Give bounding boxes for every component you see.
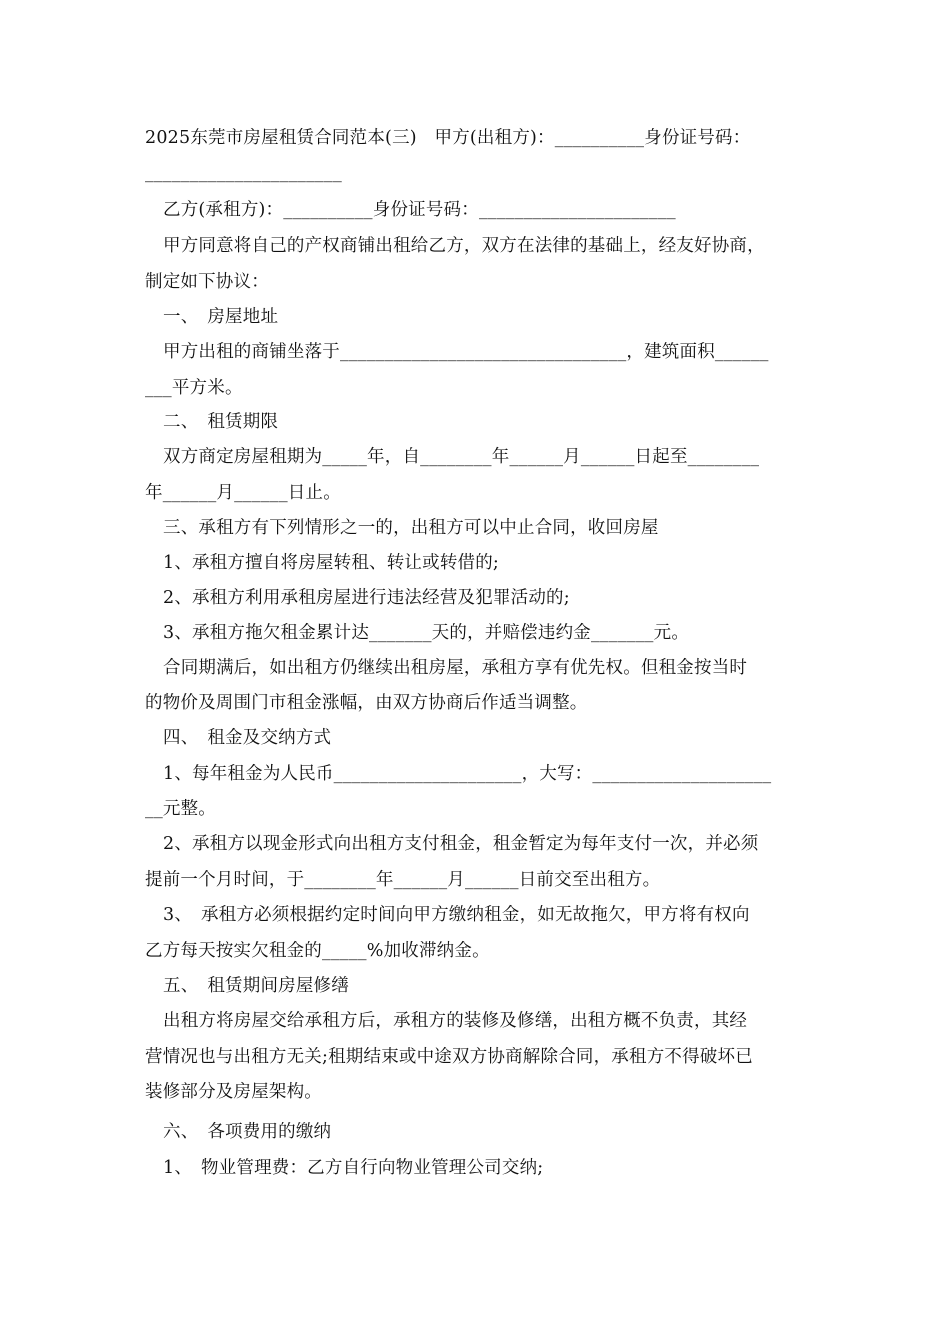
paragraph-line: 装修部分及房屋架构。: [145, 1082, 322, 1102]
section-heading-2: 二、 租赁期限: [163, 412, 279, 432]
paragraph-line: 的物价及周围门市租金涨幅，由双方协商后作适当调整。: [145, 693, 588, 713]
list-item: 2、承租方利用承租房屋进行违法经营及犯罪活动的;: [163, 588, 570, 608]
list-item: 3、承租方拖欠租金累计达_______天的，并赔偿违约金_______元。: [163, 623, 690, 643]
paragraph-line: ___平方米。: [145, 378, 243, 398]
paragraph-line: 年______月______日止。: [145, 483, 341, 503]
paragraph-line: 制定如下协议：: [145, 272, 269, 292]
list-item: 1、 物业管理费：乙方自行向物业管理公司交纳;: [163, 1158, 544, 1178]
paragraph-line: __元整。: [145, 799, 216, 819]
title-line: 2025东莞市房屋租赁合同范本(三) 甲方(出租方)：__________身份证号码：: [145, 128, 751, 148]
paragraph-line: 双方商定房屋租期为_____年，自________年______月______日起至________: [163, 447, 760, 467]
list-item: 2、承租方以现金形式向出租方支付租金，租金暂定为每年支付一次，并必须: [163, 834, 759, 854]
party-b-line: 乙方(承租方)：__________身份证号码：______________________: [163, 200, 676, 220]
party-a-id-blank: ______________________: [145, 163, 342, 183]
paragraph-line: 甲方出租的商铺坐落于________________________________，建筑面积______: [163, 342, 769, 362]
list-item: 1、每年租金为人民币_____________________，大写：____________________: [163, 764, 772, 784]
section-heading-5: 五、 租赁期间房屋修缮: [163, 976, 349, 996]
paragraph-line: 乙方每天按实欠租金的_____%加收滞纳金。: [145, 941, 490, 961]
section-heading-4: 四、 租金及交纳方式: [163, 728, 332, 748]
paragraph-line: 提前一个月时间，于________年______月______日前交至出租方。: [145, 870, 661, 890]
list-item: 1、承租方擅自将房屋转租、转让或转借的;: [163, 553, 500, 573]
paragraph-line: 甲方同意将自己的产权商铺出租给乙方，双方在法律的基础上，经友好协商，: [163, 236, 765, 256]
section-heading-3: 三、承租方有下列情形之一的，出租方可以中止合同，收回房屋: [163, 518, 659, 538]
section-heading-6: 六、 各项费用的缴纳: [163, 1122, 332, 1142]
list-item: 3、 承租方必须根据约定时间向甲方缴纳租金，如无故拖欠，甲方将有权向: [163, 905, 750, 925]
paragraph-line: 营情况也与出租方无关;租期结束或中途双方协商解除合同，承租方不得破坏已: [145, 1047, 753, 1067]
section-heading-1: 一、 房屋地址: [163, 307, 279, 327]
paragraph-line: 出租方将房屋交给承租方后，承租方的装修及修缮，出租方概不负责，其经: [163, 1011, 748, 1031]
paragraph-line: 合同期满后，如出租方仍继续出租房屋，承租方享有优先权。但租金按当时: [163, 658, 748, 678]
